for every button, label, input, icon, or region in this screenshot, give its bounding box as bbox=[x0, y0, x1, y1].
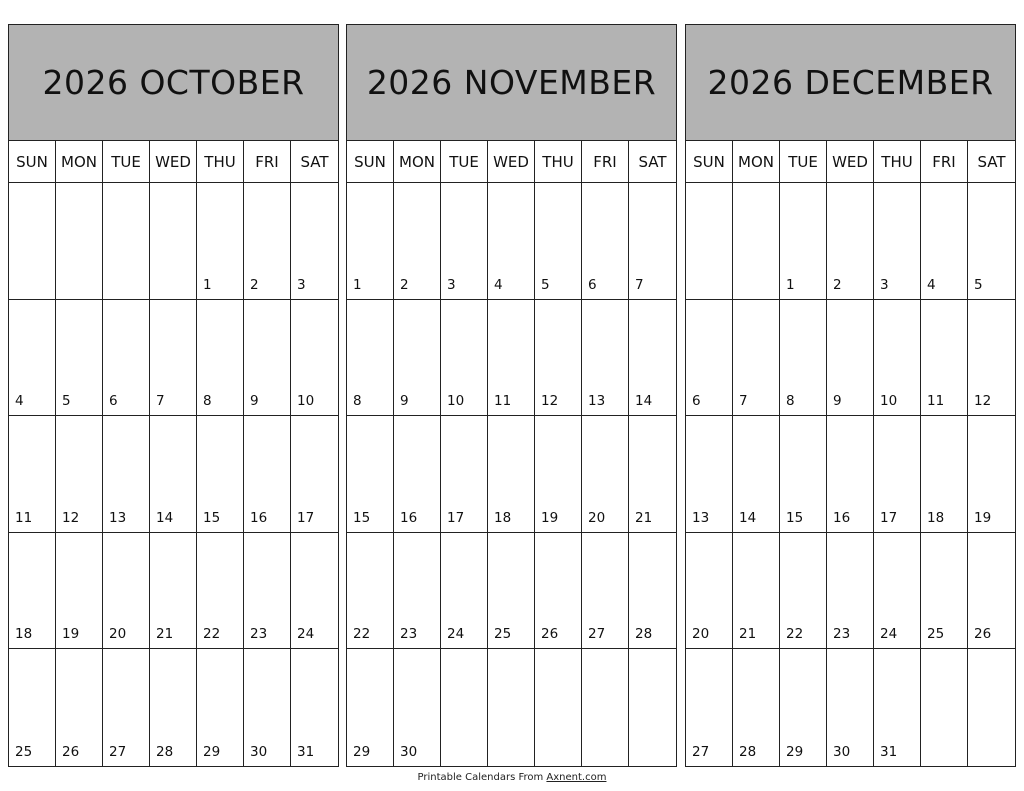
day-cell bbox=[394, 183, 441, 300]
day-number: 11 bbox=[927, 393, 945, 410]
day-cell bbox=[874, 649, 921, 766]
day-number: 24 bbox=[297, 626, 315, 643]
day-cell bbox=[441, 649, 488, 766]
day-cell bbox=[103, 416, 150, 533]
day-number: 25 bbox=[15, 743, 33, 760]
day-number: 25 bbox=[494, 626, 512, 643]
day-cell bbox=[921, 649, 968, 766]
day-cell bbox=[582, 649, 629, 766]
day-cell bbox=[874, 300, 921, 417]
day-cell bbox=[921, 183, 968, 300]
weekday-sat: SAT bbox=[977, 152, 1006, 171]
day-number: 3 bbox=[297, 276, 306, 293]
day-cell bbox=[780, 649, 827, 766]
day-number: 28 bbox=[156, 743, 174, 760]
day-number: 23 bbox=[400, 626, 418, 643]
day-cell bbox=[347, 300, 394, 417]
day-number: 28 bbox=[635, 626, 653, 643]
day-number: 21 bbox=[739, 626, 757, 643]
day-cell bbox=[629, 649, 676, 766]
day-cell bbox=[686, 649, 733, 766]
day-cell bbox=[197, 183, 244, 300]
day-number: 13 bbox=[109, 509, 127, 526]
day-number: 29 bbox=[353, 743, 371, 760]
day-number: 8 bbox=[203, 393, 212, 410]
day-number: 21 bbox=[635, 509, 653, 526]
day-number: 28 bbox=[739, 743, 757, 760]
calendar-december bbox=[685, 24, 1016, 767]
day-cell bbox=[394, 416, 441, 533]
day-number: 1 bbox=[203, 276, 212, 293]
day-cell bbox=[9, 183, 56, 300]
day-cell bbox=[291, 416, 338, 533]
day-cell bbox=[733, 533, 780, 650]
day-number: 15 bbox=[353, 509, 371, 526]
weekday-row bbox=[347, 141, 676, 183]
day-number: 20 bbox=[692, 626, 710, 643]
day-cell bbox=[347, 416, 394, 533]
month-title: 2026 NOVEMBER bbox=[366, 63, 657, 102]
footer-credit bbox=[0, 772, 1024, 783]
day-number: 5 bbox=[541, 276, 550, 293]
day-number: 24 bbox=[447, 626, 465, 643]
day-number: 22 bbox=[203, 626, 221, 643]
day-number: 17 bbox=[447, 509, 465, 526]
day-number: 13 bbox=[692, 509, 710, 526]
weekday-sat: SAT bbox=[638, 152, 667, 171]
day-number: 6 bbox=[588, 276, 597, 293]
day-cell bbox=[488, 533, 535, 650]
day-cell bbox=[394, 533, 441, 650]
day-number: 31 bbox=[297, 743, 315, 760]
day-cell bbox=[9, 300, 56, 417]
day-number: 23 bbox=[250, 626, 268, 643]
day-cell bbox=[582, 183, 629, 300]
day-number: 30 bbox=[833, 743, 851, 760]
day-cell bbox=[103, 300, 150, 417]
day-cell bbox=[686, 533, 733, 650]
day-cell bbox=[733, 183, 780, 300]
day-cell bbox=[291, 649, 338, 766]
day-cell bbox=[197, 533, 244, 650]
day-number: 16 bbox=[250, 509, 268, 526]
day-number: 11 bbox=[15, 509, 33, 526]
calendar-november bbox=[346, 24, 677, 767]
day-number: 14 bbox=[635, 393, 653, 410]
day-number: 7 bbox=[635, 276, 644, 293]
month-title: 2026 DECEMBER bbox=[707, 63, 994, 102]
day-cell bbox=[629, 416, 676, 533]
day-number: 9 bbox=[400, 393, 409, 410]
day-number: 12 bbox=[541, 393, 559, 410]
day-number: 22 bbox=[786, 626, 804, 643]
day-cell bbox=[150, 300, 197, 417]
weekday-row bbox=[9, 141, 338, 183]
weekday-sat: SAT bbox=[300, 152, 329, 171]
day-number: 25 bbox=[927, 626, 945, 643]
day-number: 4 bbox=[494, 276, 503, 293]
day-cell bbox=[244, 533, 291, 650]
day-number: 3 bbox=[447, 276, 456, 293]
day-cell bbox=[582, 533, 629, 650]
day-number: 2 bbox=[250, 276, 259, 293]
day-cell bbox=[103, 649, 150, 766]
day-cell bbox=[535, 416, 582, 533]
day-number: 4 bbox=[927, 276, 936, 293]
day-cell bbox=[103, 183, 150, 300]
day-cell bbox=[827, 649, 874, 766]
day-cell bbox=[535, 533, 582, 650]
day-cell bbox=[56, 533, 103, 650]
day-cell bbox=[441, 183, 488, 300]
day-number: 9 bbox=[250, 393, 259, 410]
day-number: 17 bbox=[297, 509, 315, 526]
day-number: 12 bbox=[62, 509, 80, 526]
day-number: 10 bbox=[447, 393, 465, 410]
day-cell bbox=[535, 300, 582, 417]
day-cell bbox=[582, 416, 629, 533]
day-number: 8 bbox=[786, 393, 795, 410]
day-cell bbox=[968, 533, 1015, 650]
day-number: 18 bbox=[494, 509, 512, 526]
day-cell bbox=[488, 300, 535, 417]
day-number: 27 bbox=[588, 626, 606, 643]
day-cell bbox=[244, 649, 291, 766]
day-number: 19 bbox=[62, 626, 80, 643]
day-cell bbox=[874, 533, 921, 650]
day-number: 1 bbox=[786, 276, 795, 293]
day-number: 8 bbox=[353, 393, 362, 410]
weekday-tue: TUE bbox=[780, 141, 827, 182]
day-number: 17 bbox=[880, 509, 898, 526]
day-cell bbox=[9, 649, 56, 766]
day-cell bbox=[921, 300, 968, 417]
day-cell bbox=[150, 416, 197, 533]
day-number: 5 bbox=[62, 393, 71, 410]
day-number: 30 bbox=[250, 743, 268, 760]
day-cell bbox=[733, 649, 780, 766]
weekday-wed: WED bbox=[488, 141, 535, 182]
day-number: 10 bbox=[880, 393, 898, 410]
day-cell bbox=[56, 416, 103, 533]
day-cell bbox=[629, 300, 676, 417]
day-number: 31 bbox=[880, 743, 898, 760]
day-cell bbox=[968, 649, 1015, 766]
day-number: 18 bbox=[15, 626, 33, 643]
day-number: 14 bbox=[156, 509, 174, 526]
day-number: 6 bbox=[109, 393, 118, 410]
day-number: 2 bbox=[400, 276, 409, 293]
day-number: 29 bbox=[203, 743, 221, 760]
footer-link[interactable]: Axnent.com bbox=[546, 772, 607, 783]
day-number: 5 bbox=[974, 276, 983, 293]
month-header bbox=[347, 25, 676, 141]
day-cell bbox=[441, 416, 488, 533]
weekday-sun: SUN bbox=[347, 141, 394, 182]
day-cell bbox=[291, 300, 338, 417]
day-cell bbox=[488, 649, 535, 766]
day-grid bbox=[347, 183, 676, 766]
day-cell bbox=[780, 183, 827, 300]
day-cell bbox=[921, 533, 968, 650]
day-number: 16 bbox=[400, 509, 418, 526]
day-cell bbox=[150, 183, 197, 300]
day-cell bbox=[150, 533, 197, 650]
day-number: 20 bbox=[109, 626, 127, 643]
day-cell bbox=[197, 649, 244, 766]
day-number: 24 bbox=[880, 626, 898, 643]
day-number: 9 bbox=[833, 393, 842, 410]
day-cell bbox=[780, 300, 827, 417]
day-number: 26 bbox=[62, 743, 80, 760]
day-cell bbox=[874, 416, 921, 533]
day-cell bbox=[827, 300, 874, 417]
day-cell bbox=[9, 416, 56, 533]
day-cell bbox=[197, 416, 244, 533]
day-number: 20 bbox=[588, 509, 606, 526]
day-cell bbox=[103, 533, 150, 650]
weekday-tue: TUE bbox=[441, 141, 488, 182]
weekday-thu: THU bbox=[874, 141, 921, 182]
calendar-october bbox=[8, 24, 339, 767]
day-number: 18 bbox=[927, 509, 945, 526]
day-cell bbox=[9, 533, 56, 650]
day-number: 30 bbox=[400, 743, 418, 760]
day-number: 7 bbox=[739, 393, 748, 410]
day-cell bbox=[197, 300, 244, 417]
day-cell bbox=[441, 300, 488, 417]
weekday-thu: THU bbox=[535, 141, 582, 182]
day-number: 1 bbox=[353, 276, 362, 293]
day-number: 19 bbox=[541, 509, 559, 526]
month-header bbox=[686, 25, 1015, 141]
day-cell bbox=[394, 649, 441, 766]
day-grid bbox=[686, 183, 1015, 766]
day-number: 15 bbox=[786, 509, 804, 526]
day-number: 22 bbox=[353, 626, 371, 643]
day-number: 12 bbox=[974, 393, 992, 410]
weekday-sun: SUN bbox=[9, 141, 56, 182]
weekday-mon: MON bbox=[394, 141, 441, 182]
day-cell bbox=[827, 183, 874, 300]
day-cell bbox=[347, 533, 394, 650]
day-number: 23 bbox=[833, 626, 851, 643]
day-number: 4 bbox=[15, 393, 24, 410]
weekday-wed: WED bbox=[150, 141, 197, 182]
day-number: 26 bbox=[974, 626, 992, 643]
day-cell bbox=[827, 416, 874, 533]
day-cell bbox=[291, 183, 338, 300]
weekday-wed: WED bbox=[827, 141, 874, 182]
day-number: 29 bbox=[786, 743, 804, 760]
day-number: 26 bbox=[541, 626, 559, 643]
day-cell bbox=[150, 649, 197, 766]
weekday-row bbox=[686, 141, 1015, 183]
day-cell bbox=[56, 649, 103, 766]
day-number: 7 bbox=[156, 393, 165, 410]
day-number: 21 bbox=[156, 626, 174, 643]
weekday-sun: SUN bbox=[686, 141, 733, 182]
day-cell bbox=[488, 183, 535, 300]
day-cell bbox=[968, 416, 1015, 533]
day-number: 6 bbox=[692, 393, 701, 410]
day-cell bbox=[629, 183, 676, 300]
weekday-tue: TUE bbox=[103, 141, 150, 182]
weekday-fri: FRI bbox=[244, 141, 291, 182]
day-cell bbox=[291, 533, 338, 650]
day-cell bbox=[56, 300, 103, 417]
day-number: 11 bbox=[494, 393, 512, 410]
day-cell bbox=[686, 416, 733, 533]
day-number: 16 bbox=[833, 509, 851, 526]
day-number: 27 bbox=[109, 743, 127, 760]
day-cell bbox=[968, 183, 1015, 300]
day-cell bbox=[827, 533, 874, 650]
footer-prefix: Printable Calendars From bbox=[417, 772, 547, 783]
day-cell bbox=[394, 300, 441, 417]
day-cell bbox=[244, 416, 291, 533]
day-grid bbox=[9, 183, 338, 766]
weekday-mon: MON bbox=[56, 141, 103, 182]
weekday-mon: MON bbox=[733, 141, 780, 182]
day-cell bbox=[244, 183, 291, 300]
day-cell bbox=[535, 183, 582, 300]
day-cell bbox=[921, 416, 968, 533]
day-cell bbox=[347, 649, 394, 766]
day-number: 2 bbox=[833, 276, 842, 293]
day-number: 14 bbox=[739, 509, 757, 526]
weekday-fri: FRI bbox=[582, 141, 629, 182]
day-cell bbox=[629, 533, 676, 650]
day-number: 3 bbox=[880, 276, 889, 293]
day-number: 15 bbox=[203, 509, 221, 526]
day-cell bbox=[780, 533, 827, 650]
day-cell bbox=[347, 183, 394, 300]
day-cell bbox=[686, 300, 733, 417]
day-cell bbox=[56, 183, 103, 300]
day-cell bbox=[535, 649, 582, 766]
day-number: 13 bbox=[588, 393, 606, 410]
day-cell bbox=[874, 183, 921, 300]
month-header bbox=[9, 25, 338, 141]
day-cell bbox=[582, 300, 629, 417]
weekday-fri: FRI bbox=[921, 141, 968, 182]
day-cell bbox=[441, 533, 488, 650]
day-cell bbox=[686, 183, 733, 300]
month-title: 2026 OCTOBER bbox=[42, 63, 305, 102]
day-cell bbox=[244, 300, 291, 417]
day-number: 27 bbox=[692, 743, 710, 760]
day-cell bbox=[733, 416, 780, 533]
day-number: 19 bbox=[974, 509, 992, 526]
day-number: 10 bbox=[297, 393, 315, 410]
day-cell bbox=[733, 300, 780, 417]
day-cell bbox=[780, 416, 827, 533]
weekday-thu: THU bbox=[197, 141, 244, 182]
day-cell bbox=[968, 300, 1015, 417]
day-cell bbox=[488, 416, 535, 533]
